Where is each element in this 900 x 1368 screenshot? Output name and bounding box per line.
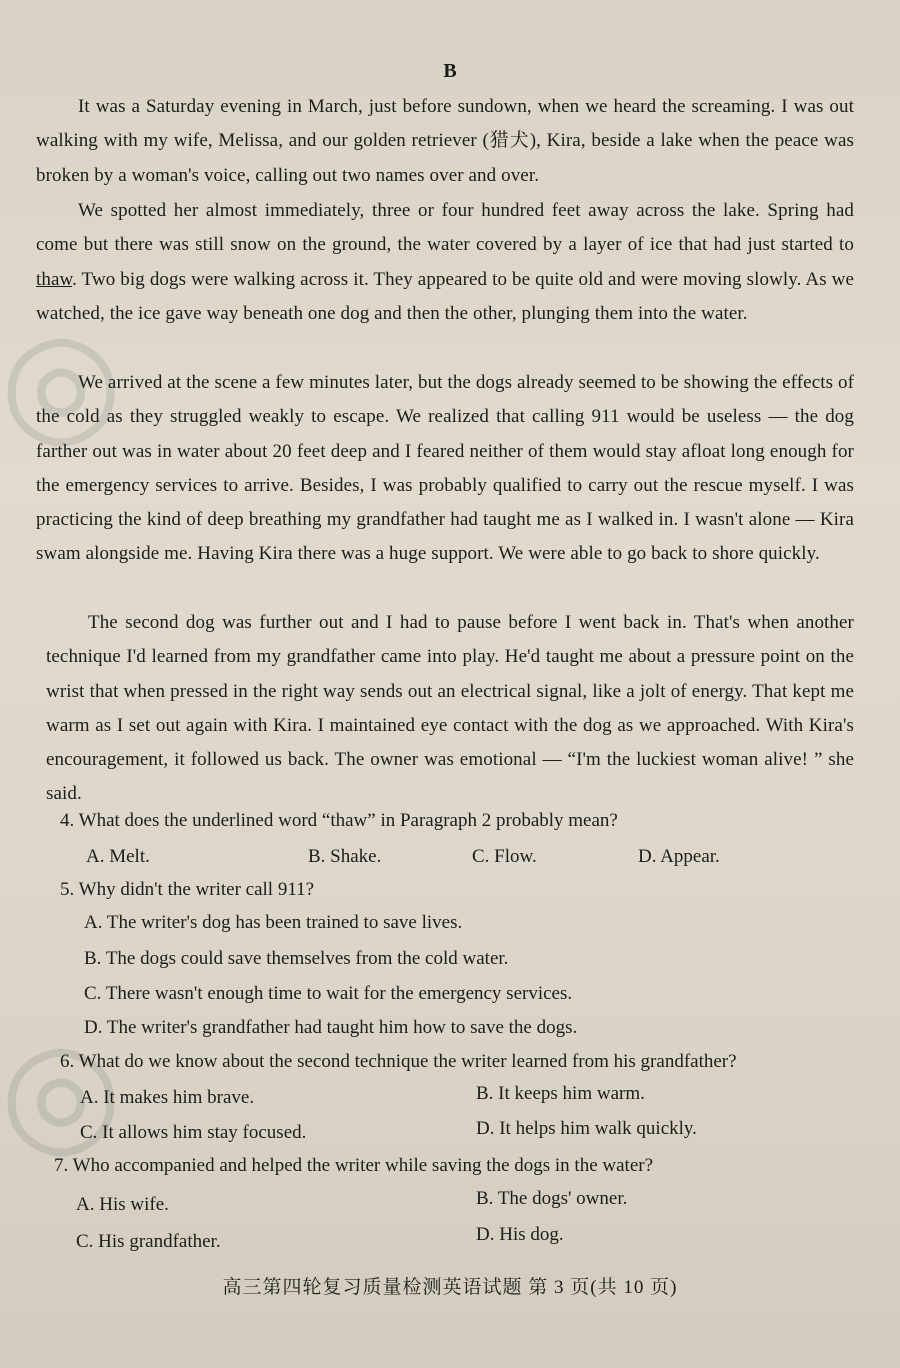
page-footer: 高三第四轮复习质量检测英语试题 第 3 页(共 10 页) [222,1277,678,1298]
question-7-option-c[interactable]: C. His grandfather. [76,1231,221,1252]
question-7-stem: 7. Who accompanied and helped the writer while saving the dogs in the water? [54,1155,654,1176]
watermark-lower: ◎ [0,1010,123,1173]
underlined-word-thaw: thaw [36,268,73,290]
question-4-option-a[interactable]: A. Melt. [86,846,150,867]
question-7-option-a[interactable]: A. His wife. [76,1194,169,1215]
paragraph-2-text-after: . Two big dogs were walking across it. They appeared to be quite old and were moving slowly. As we watched, the ice gave way beneath one dog and then the other, plunging them into the water. [36,268,854,324]
passage-paragraph-1 [36,90,854,193]
question-5-option-c[interactable]: C. There wasn't enough time to wait for the emergency services. [84,983,573,1004]
section-label: B [443,60,457,82]
question-4-option-b[interactable]: B. Shake. [308,846,382,867]
question-6-option-b[interactable]: B. It keeps him warm. [476,1083,645,1104]
question-5-stem: 5. Why didn't the writer call 911? [60,879,315,900]
passage-paragraph-2 [36,194,854,331]
question-4-option-c[interactable]: C. Flow. [472,846,537,867]
question-6-option-d[interactable]: D. It helps him walk quickly. [476,1118,697,1139]
question-7-option-d[interactable]: D. His dog. [476,1224,564,1245]
passage-paragraph-4 [46,606,854,812]
question-4-option-d[interactable]: D. Appear. [638,846,720,867]
paragraph-3-text: We arrived at the scene a few minutes later, but the dogs already seemed to be showing the effects of the cold as they struggled weakly to escape. We realized that calling 911 would be useless — the dog farther out was in water about 20 feet deep and I feared neither of them would stay afloat long enough for the emergency services to arrive. Besides, I was probably qualified to carry out the rescue myself. I was practicing the kind of deep breathing my grandfather had taught me as I walked in. I wasn't alone — Kira swam alongside me. Having Kira there was a huge support. We were able to go back to shore quickly. [36,372,854,565]
question-6-stem: 6. What do we know about the second technique the writer learned from his grandfather? [60,1051,737,1072]
paragraph-2-text-before: We spotted her almost immediately, three or four hundred feet away across the lake. Spring had come but there was still snow on the ground, the water covered by a layer of ice that had just started to [36,200,854,256]
watermark-upper: ◎ [0,300,123,463]
paragraph-4-text: The second dog was further out and I had to pause before I went back in. That's when another technique I'd learned from my grandfather came into play. He'd taught me about a pressure point on the wrist that when pressed in the right way sends out an electrical signal, like a jolt of energy. That kept me warm as I set out again with Kira. I maintained eye contact with the dog as we approached. With Kira's encouragement, it followed us back. The owner was emotional — “I'm the luckiest woman alive! ” she said. [46,612,854,805]
question-5-option-b[interactable]: B. The dogs could save themselves from the cold water. [84,948,509,969]
question-5-option-a[interactable]: A. The writer's dog has been trained to save lives. [84,912,463,933]
paragraph-1-text: It was a Saturday evening in March, just before sundown, when we heard the screaming. I was out walking with my wife, Melissa, and our golden retriever (猎犬), Kira, beside a lake when the peace was broken by a woman's voice, calling out two names over and over. [36,96,854,186]
question-5-option-d[interactable]: D. The writer's grandfather had taught him how to save the dogs. [84,1017,578,1038]
question-7-option-b[interactable]: B. The dogs' owner. [476,1188,628,1209]
question-6-option-a[interactable]: A. It makes him brave. [80,1087,255,1108]
passage-paragraph-3 [36,366,854,572]
question-4-stem: 4. What does the underlined word “thaw” in Paragraph 2 probably mean? [60,810,618,831]
question-6-option-c[interactable]: C. It allows him stay focused. [80,1122,307,1143]
